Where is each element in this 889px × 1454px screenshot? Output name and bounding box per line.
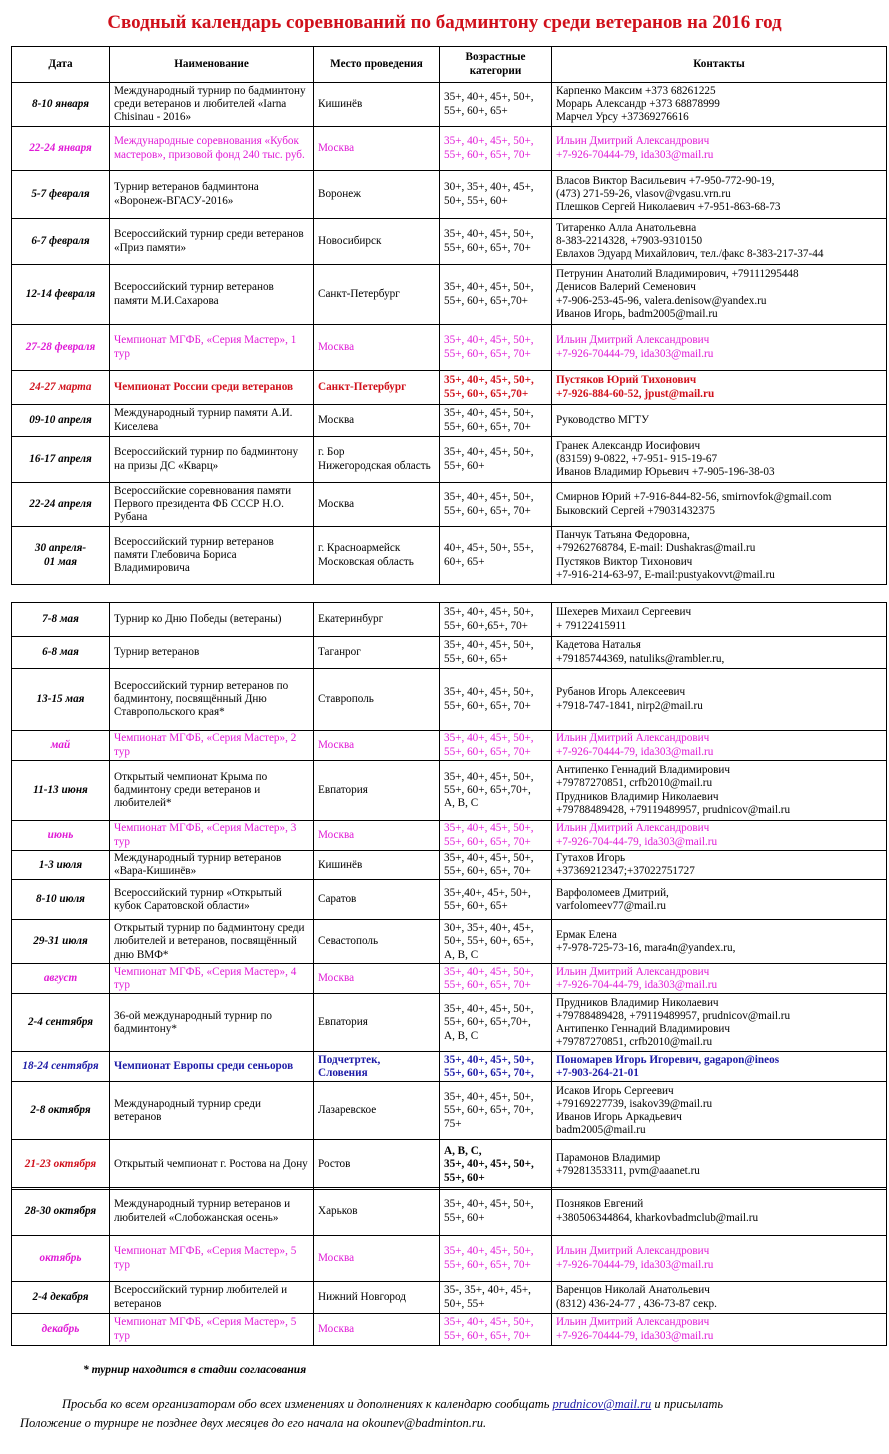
event-contacts: Пустяков Юрий Тихонович +7-926-884-60-52, jpust@mail.ru xyxy=(552,371,887,405)
table-row xyxy=(12,1314,887,1346)
event-place: Новосибирск xyxy=(314,219,440,265)
event-contacts: Ильин Дмитрий Александрович +7-926-704-44-79, ida303@mail.ru xyxy=(552,964,887,994)
email-link-prudnicov[interactable]: prudnicov@mail.ru xyxy=(552,1397,652,1411)
event-place: Москва xyxy=(314,1236,440,1282)
event-ages: 30+, 35+, 40+, 45+, 50+, 55+, 60+ xyxy=(440,171,552,219)
event-date: 30 апреля- 01 мая xyxy=(12,527,110,585)
event-contacts: Гутахов Игорь +37369212347;+37022751727 xyxy=(552,851,887,880)
event-date: 16-17 апреля xyxy=(12,437,110,483)
event-contacts: Ильин Дмитрий Александрович +7-926-70444-79, ida303@mail.ru xyxy=(552,1236,887,1282)
event-contacts: Пономарев Игорь Игоревич, gagapon@ineos +7-903-264-21-01 xyxy=(552,1052,887,1082)
event-contacts: Карпенко Максим +373 68261225 Морарь Александр +373 68878999 Марчел Урсу +37369276616 xyxy=(552,83,887,127)
event-place: Подчетртек, Словения xyxy=(314,1052,440,1082)
event-ages: 35+, 40+, 45+, 50+, 55+, 60+, 65+ xyxy=(440,637,552,669)
event-contacts: Кадетова Наталья +79185744369, natuliks@rambler.ru, xyxy=(552,637,887,669)
event-ages: 35+, 40+, 45+, 50+, 55+, 60+, 65+, 70+, 75+ xyxy=(440,1082,552,1140)
calendar-table-1 xyxy=(11,46,887,585)
event-name: Турнир ко Дню Победы (ветераны) xyxy=(110,603,314,637)
event-place: Москва xyxy=(314,405,440,437)
event-date: 24-27 марта xyxy=(12,371,110,405)
event-contacts: Шехерев Михаил Сергеевич + 79122415911 xyxy=(552,603,887,637)
event-ages: 35-, 35+, 40+, 45+, 50+, 55+ xyxy=(440,1282,552,1314)
table-row xyxy=(12,371,887,405)
event-place: Ставрополь xyxy=(314,669,440,731)
footer-note xyxy=(20,1395,880,1433)
event-contacts: Петрунин Анатолий Владимирович, +79111295448 Денисов Валерий Семенович +7-906-253-45-96, valera.denisow@yandex.ru Иванов Игорь, badm2005@mail.ru xyxy=(552,265,887,325)
event-name: Международный турнир памяти А.И. Киселева xyxy=(110,405,314,437)
event-contacts: Смирнов Юрий +7-916-844-82-56, smirnovfok@gmail.com Быковский Сергей +79031432375 xyxy=(552,483,887,527)
event-contacts: Руководство МГТУ xyxy=(552,405,887,437)
header-date: Дата xyxy=(12,47,110,83)
event-date: 5-7 февраля xyxy=(12,171,110,219)
event-date: май xyxy=(12,731,110,761)
event-place: Нижний Новгород xyxy=(314,1282,440,1314)
event-ages: 35+, 40+, 45+, 50+, 55+, 60+ xyxy=(440,437,552,483)
table-row xyxy=(12,603,887,637)
table-row xyxy=(12,1082,887,1140)
footer-text-3: Положение о турнире не позднее двух месяцев до его начала на xyxy=(20,1416,360,1430)
event-place: Кишинёв xyxy=(314,851,440,880)
event-date: 6-7 февраля xyxy=(12,219,110,265)
event-name: Чемпионат МГФБ, «Серия Мастер», 5 тур xyxy=(110,1314,314,1346)
table-row xyxy=(12,880,887,920)
table-row xyxy=(12,219,887,265)
table-row xyxy=(12,994,887,1052)
event-ages: 35+, 40+, 45+, 50+, 55+, 60+, 65+,70+, A, B, C xyxy=(440,761,552,821)
event-contacts: Парамонов Владимир +79281353311, pvm@aaanet.ru xyxy=(552,1140,887,1190)
table-row xyxy=(12,1188,887,1236)
event-ages: 35+, 40+, 45+, 50+, 55+, 60+, 65+, 70+ xyxy=(440,669,552,731)
event-place: Севастополь xyxy=(314,920,440,964)
event-date: 22-24 апреля xyxy=(12,483,110,527)
header-ages: Возрастные категории xyxy=(440,47,552,83)
table-row xyxy=(12,761,887,821)
event-contacts: Ермак Елена +7-978-725-73-16, mara4n@yandex.ru, xyxy=(552,920,887,964)
event-place: Ростов xyxy=(314,1140,440,1190)
event-name: Международный турнир по бадминтону среди ветеранов и любителей «Iarna Chisinau - 2016» xyxy=(110,83,314,127)
table-row xyxy=(12,851,887,880)
event-date: 8-10 января xyxy=(12,83,110,127)
event-name: Чемпионат МГФБ, «Серия Мастер», 2 тур xyxy=(110,731,314,761)
event-contacts: Варенцов Николай Анатольевич (8312) 436-24-77 , 436-73-87 секр. xyxy=(552,1282,887,1314)
event-date: 09-10 апреля xyxy=(12,405,110,437)
event-date: 11-13 июня xyxy=(12,761,110,821)
event-ages: A, B, C, 35+, 40+, 45+, 50+, 55+, 60+ xyxy=(440,1140,552,1190)
event-date: 21-23 октября xyxy=(12,1140,110,1190)
event-name: Открытый чемпионат г. Ростова на Дону xyxy=(110,1140,314,1190)
table-row xyxy=(12,669,887,731)
event-contacts: Исаков Игорь Сергеевич +79169227739, isakov39@mail.ru Иванов Игорь Аркадьевич badm2005@mail.ru xyxy=(552,1082,887,1140)
event-contacts: Рубанов Игорь Алексеевич +7918-747-1841, nirp2@mail.ru xyxy=(552,669,887,731)
event-contacts: Ильин Дмитрий Александрович +7-926-70444-79, ida303@mail.ru xyxy=(552,127,887,171)
footer-end: . xyxy=(483,1416,487,1430)
event-contacts: Панчук Татьяна Федоровна, +79262768784, E-mail: Dushakras@mail.ru Пустяков Виктор Тихонович +7-916-214-63-97, E-mail:pustyakovvt@mail.ru xyxy=(552,527,887,585)
event-date: 1-3 июля xyxy=(12,851,110,880)
event-name: Чемпионат МГФБ, «Серия Мастер», 1 тур xyxy=(110,325,314,371)
event-name: Всероссийский турнир среди ветеранов «Приз памяти» xyxy=(110,219,314,265)
event-ages: 35+, 40+, 45+, 50+, 55+, 60+, 65+,70+, A, B, C xyxy=(440,994,552,1052)
event-contacts: Ильин Дмитрий Александрович +7-926-70444-79, ida303@mail.ru xyxy=(552,1314,887,1346)
header-contacts: Контакты xyxy=(552,47,887,83)
event-name: Всероссийский турнир ветеранов памяти Глебовича Бориса Владимировича xyxy=(110,527,314,585)
event-date: 2-4 сентября xyxy=(12,994,110,1052)
event-contacts: Позняков Евгений +380506344864, kharkovbadmclub@mail.ru xyxy=(552,1188,887,1236)
event-ages: 35+, 40+, 45+, 50+, 55+, 60+,65+, 70+ xyxy=(440,603,552,637)
table-row xyxy=(12,483,887,527)
event-ages: 35+, 40+, 45+, 50+, 55+, 60+, 65+, 70+ xyxy=(440,964,552,994)
event-place: Москва xyxy=(314,127,440,171)
event-place: Таганрог xyxy=(314,637,440,669)
event-name: Турнир ветеранов xyxy=(110,637,314,669)
table-row xyxy=(12,1236,887,1282)
event-date: 12-14 февраля xyxy=(12,265,110,325)
event-name: Открытый чемпионат Крыма по бадминтону среди ветеранов и любителей* xyxy=(110,761,314,821)
event-place: Воронеж xyxy=(314,171,440,219)
event-ages: 35+, 40+, 45+, 50+, 55+, 60+, 65+, 70+ xyxy=(440,483,552,527)
event-contacts: Гранек Александр Иосифович (83159) 9-0822, +7-951- 915-19-67 Иванов Владимир Юрьевич +7-905-196-38-03 xyxy=(552,437,887,483)
event-ages: 30+, 35+, 40+, 45+, 50+, 55+, 60+, 65+, A, B, C xyxy=(440,920,552,964)
footer-text-1: Просьба ко всем организаторам обо всех изменениях и дополнениях к календарю сообщать xyxy=(62,1397,550,1411)
table-header xyxy=(12,47,887,83)
event-name: Международный турнир ветеранов «Вара-Кишинёв» xyxy=(110,851,314,880)
table-row xyxy=(12,405,887,437)
event-place: Москва xyxy=(314,1314,440,1346)
calendar-table-2 xyxy=(11,602,887,1190)
table-row xyxy=(12,637,887,669)
event-name: Всероссийский турнир любителей и ветеранов xyxy=(110,1282,314,1314)
event-ages: 35+, 40+, 45+, 50+, 55+, 60+, 65+, 70+ xyxy=(440,325,552,371)
table-row xyxy=(12,1140,887,1190)
event-place: Санкт-Петербург xyxy=(314,265,440,325)
event-date: октябрь xyxy=(12,1236,110,1282)
event-ages: 35+, 40+, 45+, 50+, 55+, 60+, 65+ xyxy=(440,83,552,127)
table-row xyxy=(12,731,887,761)
event-ages: 35+, 40+, 45+, 50+, 55+, 60+, 65+, 70+ xyxy=(440,219,552,265)
event-name: Чемпионат Европы среди сеньоров xyxy=(110,1052,314,1082)
event-place: г. Бор Нижегородская область xyxy=(314,437,440,483)
event-place: Екатеринбург xyxy=(314,603,440,637)
event-name: Чемпионат МГФБ, «Серия Мастер», 3 тур xyxy=(110,821,314,851)
table-row xyxy=(12,127,887,171)
event-place: Евпатория xyxy=(314,994,440,1052)
event-name: Чемпионат России среди ветеранов xyxy=(110,371,314,405)
event-ages: 35+, 40+, 45+, 50+, 55+, 60+, 65+, 70+ xyxy=(440,405,552,437)
table-row xyxy=(12,325,887,371)
event-name: Международный турнир среди ветеранов xyxy=(110,1082,314,1140)
event-date: 7-8 мая xyxy=(12,603,110,637)
event-place: г. Красноармейск Московская область xyxy=(314,527,440,585)
event-name: Открытый турнир по бадминтону среди любителей и ветеранов, посвящённый дню ВМФ* xyxy=(110,920,314,964)
event-ages: 35+, 40+, 45+, 50+, 55+, 60+, 65+,70+ xyxy=(440,265,552,325)
event-date: 8-10 июля xyxy=(12,880,110,920)
event-ages: 35+, 40+, 45+, 50+, 55+, 60+, 65+, 70+ xyxy=(440,127,552,171)
event-contacts: Ильин Дмитрий Александрович +7-926-70444-79, ida303@mail.ru xyxy=(552,731,887,761)
event-date: 27-28 февраля xyxy=(12,325,110,371)
event-place: Кишинёв xyxy=(314,83,440,127)
event-place: Москва xyxy=(314,821,440,851)
event-place: Лазаревское xyxy=(314,1082,440,1140)
event-name: Всероссийский турнир по бадминтону на призы ДС «Кварц» xyxy=(110,437,314,483)
event-contacts: Титаренко Алла Анатольевна 8-383-2214328, +7903-9310150 Евлахов Эдуард Михайлович, тел./факс 8-383-217-37-44 xyxy=(552,219,887,265)
event-place: Евпатория xyxy=(314,761,440,821)
event-ages: 40+, 45+, 50+, 55+, 60+, 65+ xyxy=(440,527,552,585)
event-contacts: Варфоломеев Дмитрий, varfolomeev77@mail.ru xyxy=(552,880,887,920)
event-ages: 35+, 40+, 45+, 50+, 55+, 60+, 65+, 70+ xyxy=(440,1236,552,1282)
event-date: 18-24 сентября xyxy=(12,1052,110,1082)
event-ages: 35+, 40+, 45+, 50+, 55+, 60+, 65+, 70+ xyxy=(440,851,552,880)
event-date: 2-8 октября xyxy=(12,1082,110,1140)
event-contacts: Прудников Владимир Николаевич +79788489428, +79119489957, prudnicov@mail.ru Антипенко Геннадий Владимирович +79787270851, crfb2010@mail.ru xyxy=(552,994,887,1052)
table-row xyxy=(12,437,887,483)
event-contacts: Власов Виктор Васильевич +7-950-772-90-19, (473) 271-59-26, vlasov@vgasu.vrn.ru Плешков Сергей Николаевич +7-951-863-68-73 xyxy=(552,171,887,219)
event-contacts: Ильин Дмитрий Александрович +7-926-704-44-79, ida303@mail.ru xyxy=(552,821,887,851)
event-ages: 35+, 40+, 45+, 50+, 55+, 60+, 65+, 70+ xyxy=(440,821,552,851)
event-place: Саратов xyxy=(314,880,440,920)
page-title: Сводный календарь соревнований по бадминтону среди ветеранов на 2016 год xyxy=(107,12,782,33)
event-name: Турнир ветеранов бадминтона «Воронеж-ВГАСУ-2016» xyxy=(110,171,314,219)
table-row xyxy=(12,821,887,851)
event-name: Чемпионат МГФБ, «Серия Мастер», 4 тур xyxy=(110,964,314,994)
table-row xyxy=(12,1282,887,1314)
event-ages: 35+, 40+, 45+, 50+, 55+, 60+, 65+, 70+, xyxy=(440,1052,552,1082)
table-row xyxy=(12,1052,887,1082)
event-date: 13-15 мая xyxy=(12,669,110,731)
event-date: 6-8 мая xyxy=(12,637,110,669)
event-ages: 35+, 40+, 45+, 50+, 55+, 60+, 65+, 70+ xyxy=(440,1314,552,1346)
event-name: Международный турнир ветеранов и любителей «Слобожанская осень» xyxy=(110,1188,314,1236)
event-name: Чемпионат МГФБ, «Серия Мастер», 5 тур xyxy=(110,1236,314,1282)
header-place: Место проведения xyxy=(314,47,440,83)
event-date: август xyxy=(12,964,110,994)
event-place: Москва xyxy=(314,964,440,994)
event-date: июнь xyxy=(12,821,110,851)
event-ages: 35+, 40+, 45+, 50+, 55+, 60+ xyxy=(440,1188,552,1236)
event-name: Всероссийские соревнования памяти Первого президента ФБ СССР Н.О. Рубана xyxy=(110,483,314,527)
table-row xyxy=(12,265,887,325)
table-row xyxy=(12,83,887,127)
footer-email-okounev: okounev@badminton.ru xyxy=(362,1416,484,1430)
event-date: 28-30 октября xyxy=(12,1188,110,1236)
event-place: Москва xyxy=(314,483,440,527)
footer-text-2: и присылать xyxy=(654,1397,724,1411)
event-contacts: Антипенко Геннадий Владимирович +79787270851, crfb2010@mail.ru Прудников Владимир Николаевич +79788489428, +79119489957, prudnicov@mail.ru xyxy=(552,761,887,821)
event-name: 36-ой международный турнир по бадминтону* xyxy=(110,994,314,1052)
event-date: 29-31 июля xyxy=(12,920,110,964)
event-name: Всероссийский турнир ветеранов памяти М.И.Сахарова xyxy=(110,265,314,325)
calendar-table-3 xyxy=(11,1187,887,1346)
event-name: Международные соревнования «Кубок мастеров», призовой фонд 240 тыс. руб. xyxy=(110,127,314,171)
event-place: Санкт-Петербург xyxy=(314,371,440,405)
event-contacts: Ильин Дмитрий Александрович +7-926-70444-79, ida303@mail.ru xyxy=(552,325,887,371)
event-date: декабрь xyxy=(12,1314,110,1346)
event-date: 2-4 декабря xyxy=(12,1282,110,1314)
event-place: Москва xyxy=(314,731,440,761)
event-name: Всероссийский турнир ветеранов по бадминтону, посвящённый Дню Ставропольского края* xyxy=(110,669,314,731)
table-row xyxy=(12,171,887,219)
footnote: * турнир находится в стадии согласования xyxy=(83,1364,307,1376)
event-ages: 35+, 40+, 45+, 50+, 55+, 60+, 65+,70+ xyxy=(440,371,552,405)
event-date: 22-24 января xyxy=(12,127,110,171)
header-name: Наименование xyxy=(110,47,314,83)
event-ages: 35+, 40+, 45+, 50+, 55+, 60+, 65+, 70+ xyxy=(440,731,552,761)
event-place: Харьков xyxy=(314,1188,440,1236)
table-row xyxy=(12,964,887,994)
event-name: Всероссийский турнир «Открытый кубок Саратовской области» xyxy=(110,880,314,920)
event-ages: 35+,40+, 45+, 50+, 55+, 60+, 65+ xyxy=(440,880,552,920)
table-row xyxy=(12,920,887,964)
table-row xyxy=(12,527,887,585)
event-place: Москва xyxy=(314,325,440,371)
